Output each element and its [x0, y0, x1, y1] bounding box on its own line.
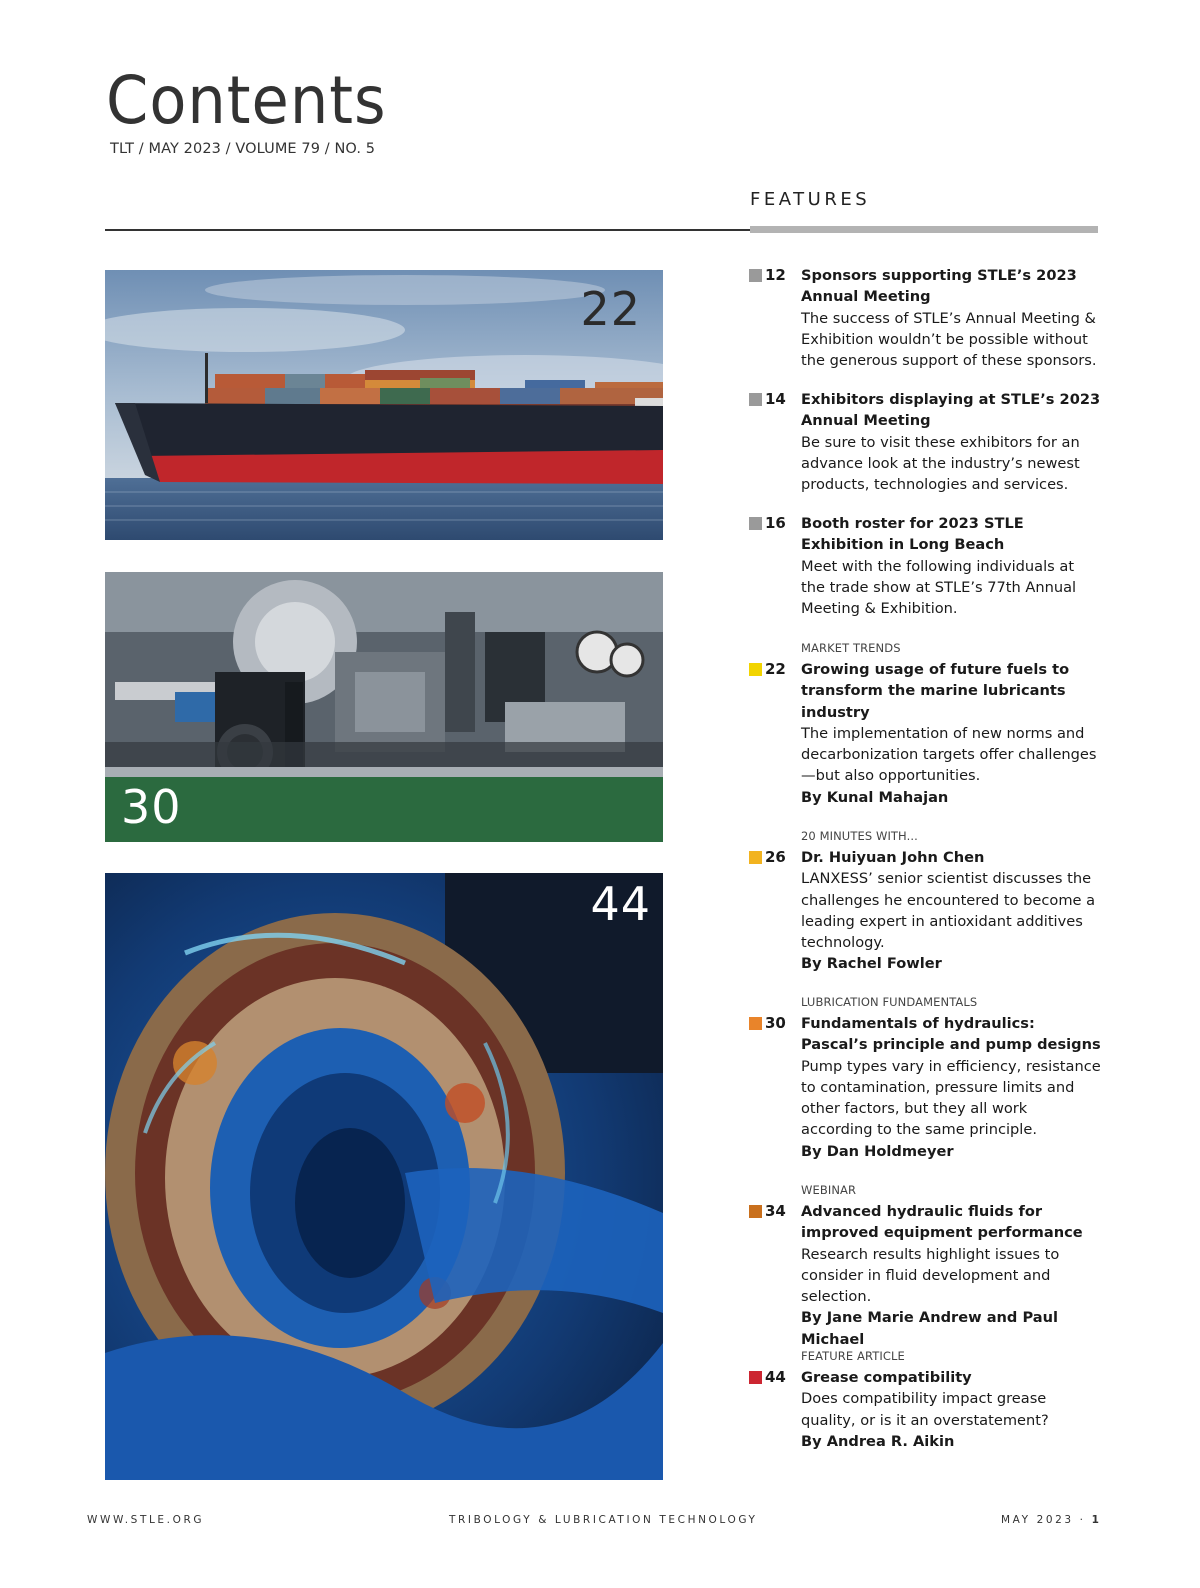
entry-byline: By Kunal Mahajan [801, 788, 949, 806]
issue-info: TLT / MAY 2023 / VOLUME 79 / NO. 5 [110, 141, 376, 157]
section-label: FEATURES [750, 189, 871, 210]
page-number-badge: 44 [590, 877, 651, 931]
entry-page-number: 12 [765, 266, 786, 284]
entry-page-number: 34 [765, 1202, 786, 1220]
entry-description: Research results highlight issues to consider in fluid development and selection. [801, 1245, 1060, 1306]
entry-byline: By Rachel Fowler [801, 955, 942, 973]
hydraulic-unit-image [105, 572, 663, 842]
entry-headline[interactable]: Fundamentals of hydraulics: Pascal’s principle and pump designs [801, 1015, 1101, 1054]
entry-page-number: 30 [765, 1014, 786, 1032]
entry-headline[interactable]: Exhibitors displaying at STLE’s 2023 Annual Meeting [801, 391, 1101, 430]
entry-description: LANXESS’ senior scientist discusses the challenges he encountered to become a leading expert in antioxidant additives technology. [801, 870, 1096, 952]
entry-headline[interactable]: Sponsors supporting STLE’s 2023 Annual Meeting [801, 267, 1077, 306]
container-ship-image [105, 270, 663, 540]
footer-page-number: 1 [1091, 1514, 1102, 1526]
footer-website[interactable]: WWW.STLE.ORG [87, 1514, 205, 1526]
toc-entry[interactable] [749, 994, 1109, 1162]
entry-description: Does compatibility impact grease quality, or is it an overstatement? [801, 1390, 1049, 1429]
entry-byline: By Andrea R. Aikin [801, 1432, 955, 1450]
entry-page-number: 22 [765, 660, 786, 678]
features-rule [750, 226, 1098, 233]
entry-headline[interactable]: Dr. Huiyuan John Chen [801, 849, 985, 866]
entry-page-number: 26 [765, 848, 786, 866]
entry-category: FEATURE ARTICLE [801, 1349, 905, 1363]
toc-entry[interactable] [749, 389, 1109, 495]
entry-category: WEBINAR [801, 1183, 857, 1197]
photo-container-ship[interactable] [105, 270, 663, 540]
page-number-badge: 30 [121, 780, 182, 834]
entry-page-number: 44 [765, 1368, 786, 1386]
section-marker-square [749, 1371, 762, 1384]
section-marker-square [749, 663, 762, 676]
toc-entry[interactable] [749, 640, 1109, 808]
entry-category: 20 MINUTES WITH... [801, 829, 918, 843]
photo-hydraulic-unit[interactable] [105, 572, 663, 842]
footer-publication: TRIBOLOGY & LUBRICATION TECHNOLOGY [449, 1514, 758, 1526]
section-marker-square [749, 517, 762, 530]
toc-entry[interactable] [749, 1182, 1109, 1350]
toc-entry[interactable] [749, 265, 1109, 371]
entry-headline[interactable]: Booth roster for 2023 STLE Exhibition in Long Beach [801, 515, 1024, 554]
entry-description: Pump types vary in efficiency, resistance to contamination, pressure limits and other factors, but they all work according to the same principle. [801, 1057, 1101, 1139]
entry-headline[interactable]: Advanced hydraulic fluids for improved equipment performance [801, 1203, 1083, 1242]
section-marker-square [749, 269, 762, 282]
entry-description: The success of STLE’s Annual Meeting & Exhibition wouldn’t be possible without the generous support of these sponsors. [801, 309, 1097, 370]
entry-byline: By Dan Holdmeyer [801, 1142, 954, 1160]
entry-byline: By Jane Marie Andrew and Paul Michael [801, 1309, 1059, 1348]
section-marker-square [749, 851, 762, 864]
grease-bearing-image [105, 873, 663, 1480]
entry-description: Be sure to visit these exhibitors for an advance look at the industry’s newest products, technologies and services. [801, 433, 1080, 494]
section-marker-square [749, 1017, 762, 1030]
photo-grease-bearing[interactable] [105, 873, 663, 1480]
footer-date: MAY 2023 · [1001, 1514, 1086, 1526]
entry-page-number: 16 [765, 514, 786, 532]
toc-entry[interactable] [749, 828, 1109, 975]
entry-category: LUBRICATION FUNDAMENTALS [801, 995, 978, 1009]
toc-entry[interactable] [749, 1348, 1109, 1452]
entry-headline[interactable]: Grease compatibility [801, 1369, 972, 1386]
page-number-badge: 22 [580, 282, 641, 336]
section-marker-square [749, 393, 762, 406]
entry-description: Meet with the following individuals at the trade show at STLE’s 77th Annual Meeting & Exhibition. [801, 557, 1077, 618]
divider-rule [105, 229, 750, 231]
entry-category: MARKET TRENDS [801, 641, 901, 655]
footer-date-page [1001, 1514, 1101, 1526]
entry-description: The implementation of new norms and decarbonization targets offer challenges—but also opportunities. [801, 724, 1097, 785]
entry-page-number: 14 [765, 390, 786, 408]
section-marker-square [749, 1205, 762, 1218]
toc-entry[interactable] [749, 513, 1109, 619]
page-title: Contents [106, 62, 387, 139]
entry-headline[interactable]: Growing usage of future fuels to transform the marine lubricants industry [801, 661, 1070, 721]
